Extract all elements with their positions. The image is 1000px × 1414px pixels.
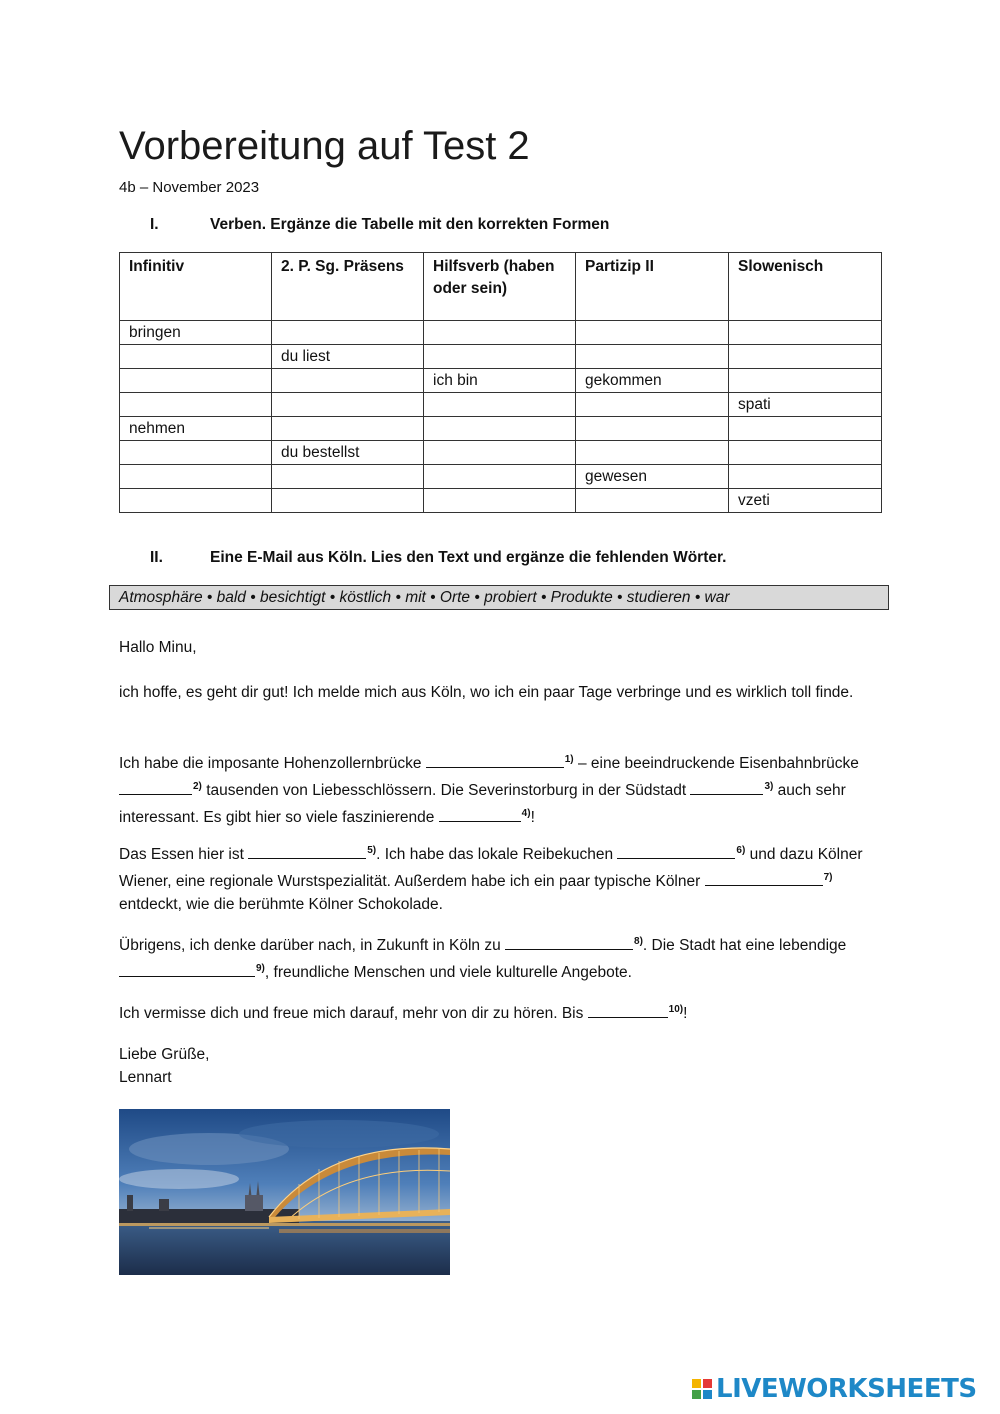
verb-table [119,252,882,513]
table-cell[interactable] [120,345,272,369]
table-cell[interactable] [576,417,729,441]
blank-5[interactable] [248,842,366,859]
table-row [120,417,882,441]
blank-6[interactable] [617,842,735,859]
table-cell[interactable] [576,321,729,345]
table-cell: ich bin [424,369,576,393]
section-2-heading [150,549,726,567]
section-2-number: II. [150,549,163,566]
table-row [120,489,882,513]
table-row [120,393,882,417]
table-row [120,465,882,489]
table-row [120,369,882,393]
section-2-title: Eine E-Mail aus Köln. Lies den Text und ergänze die fehlenden Wörter. [210,549,727,566]
email-paragraph-1: ich hoffe, es geht dir gut! Ich melde mich aus Köln, wo ich ein paar Tage verbringe und es wirklich toll finde. [119,684,854,701]
word-bank: Atmosphäre • bald • besichtigt • köstlich • mit • Orte • probiert • Produkte • studieren • war [109,585,889,610]
blank-8[interactable] [505,933,633,950]
table-row [120,321,882,345]
table-cell[interactable] [576,393,729,417]
cologne-bridge-photo [119,1109,450,1275]
table-cell[interactable] [120,441,272,465]
blank-7[interactable] [705,869,823,886]
table-cell[interactable] [272,393,424,417]
table-cell: du liest [272,345,424,369]
email-paragraph-5: Ich vermisse dich und freue mich darauf, mehr von dir zu hören. Bis $^{10)}$! [119,998,889,1025]
table-cell: du bestellst [272,441,424,465]
table-cell[interactable] [272,321,424,345]
blank-9[interactable] [119,960,255,977]
table-row [120,441,882,465]
table-cell[interactable] [729,321,882,345]
table-cell[interactable] [729,345,882,369]
table-cell[interactable] [424,393,576,417]
section-1-number: I. [150,216,159,233]
email-closing: Liebe Grüße, [119,1046,210,1063]
table-cell[interactable] [729,369,882,393]
logo-square-red [703,1379,712,1388]
table-cell[interactable] [424,321,576,345]
table-cell[interactable] [424,441,576,465]
table-row [120,345,882,369]
table-cell[interactable] [424,465,576,489]
table-cell[interactable] [729,441,882,465]
table-cell[interactable] [576,441,729,465]
table-cell[interactable] [424,345,576,369]
page-subtitle: 4b – November 2023 [119,179,260,196]
logo-text: LIVEWORKSHEETS [716,1374,977,1404]
table-cell[interactable] [120,489,272,513]
page-title: Vorbereitung auf Test 2 [119,124,530,168]
table-header-row [120,253,882,321]
column-header: 2. P. Sg. Präsens [272,253,424,321]
section-1-title: Verben. Ergänze die Tabelle mit den korrekten Formen [210,216,610,233]
column-header: Slowenisch [729,253,882,321]
table-cell: spati [729,393,882,417]
table-cell[interactable] [272,465,424,489]
blank-2[interactable] [119,778,192,795]
email-signature: Lennart [119,1069,172,1086]
table-cell[interactable] [120,393,272,417]
table-cell: bringen [120,321,272,345]
blank-4[interactable] [439,805,521,822]
table-cell[interactable] [424,417,576,441]
table-cell[interactable] [424,489,576,513]
liveworksheets-logo [692,1373,977,1405]
column-header: Partizip II [576,253,729,321]
logo-icon [692,1379,712,1399]
logo-square-blue [703,1390,712,1399]
blank-10[interactable] [588,1001,668,1018]
table-cell[interactable] [120,465,272,489]
logo-square-green [692,1390,701,1399]
table-cell[interactable] [729,465,882,489]
column-header: Infinitiv [120,253,272,321]
table-cell[interactable] [576,489,729,513]
table-cell[interactable] [272,489,424,513]
table-cell: vzeti [729,489,882,513]
email-paragraph-4: Übrigens, ich denke darüber nach, in Zukunft in Köln zu $^{8)}$. Die Stadt hat eine lebendige $^{9)}$, freundliche Menschen und viele kulturelle Angebote. [119,930,889,984]
blank-3[interactable] [690,778,763,795]
table-cell[interactable] [120,369,272,393]
table-cell[interactable] [576,345,729,369]
column-header: Hilfsverb (haben oder sein) [424,253,576,321]
table-cell[interactable] [272,369,424,393]
table-cell[interactable] [272,417,424,441]
logo-square-yellow [692,1379,701,1388]
table-cell: nehmen [120,417,272,441]
email-greeting: Hallo Minu, [119,639,197,656]
table-cell: gewesen [576,465,729,489]
section-1-heading [150,216,609,234]
table-cell: gekommen [576,369,729,393]
table-cell[interactable] [729,417,882,441]
blank-1[interactable] [426,751,564,768]
email-paragraph-2: Ich habe die imposante Hohenzollernbrücke $^{1)}$ – eine beeindruckende Eisenbahnbrücke $^{2)}$ tausenden von Liebesschlössern. Die Severinstorburg in der Südstadt $^{3)}$ auch sehr interessant. Es gibt hier so viele faszinierende $^{4)}$! [119,748,889,829]
email-paragraph-3: Das Essen hier ist $^{5)}$. Ich habe das lokale Reibekuchen $^{6)}$ und dazu Kölner Wiener, eine regionale Wurstspezialität. Außerdem habe ich ein paar typische Kölner $^{7)}$ entdeckt, wie die berühmte Kölner Schokolade. [119,839,889,916]
